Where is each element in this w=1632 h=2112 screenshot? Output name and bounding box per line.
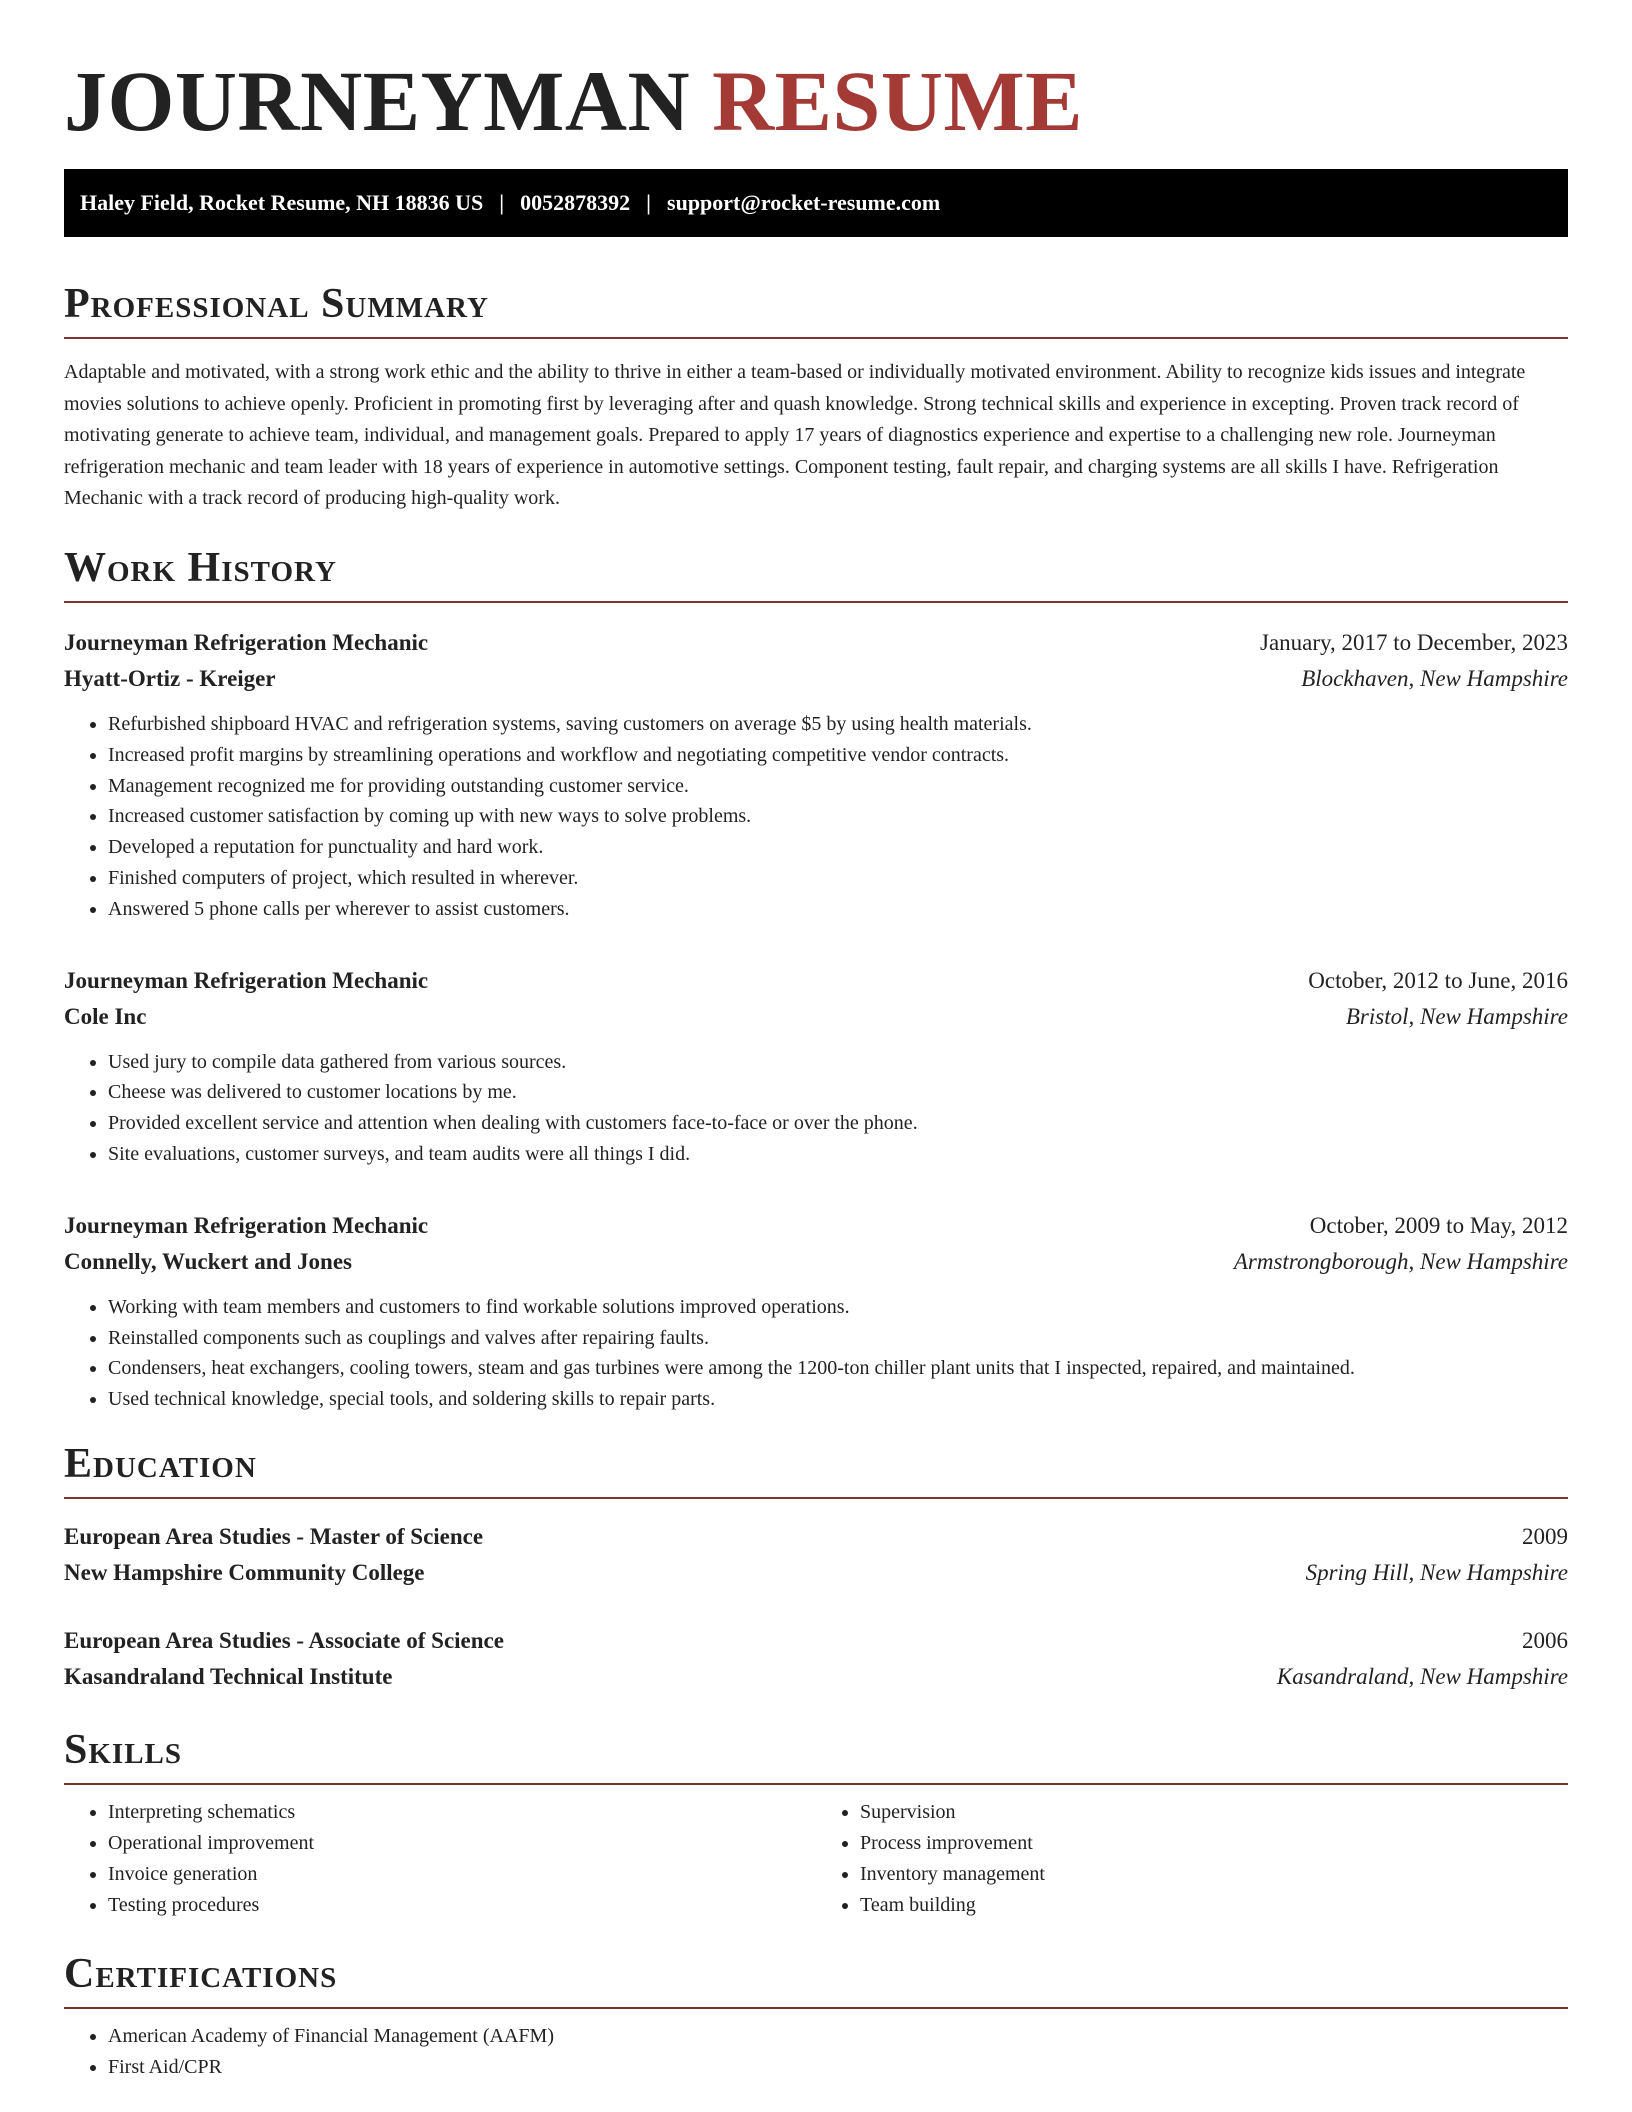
contact-separator: | bbox=[646, 190, 652, 216]
job-bullet: • Management recognized me for providing outstanding customer service. bbox=[108, 771, 1568, 802]
skill-item: • Operational improvement bbox=[108, 1828, 816, 1859]
job-title: Journeyman Refrigeration Mechanic bbox=[64, 630, 429, 656]
job-bullet: • Developed a reputation for punctuality and hard work. bbox=[108, 832, 1568, 863]
education-school-row bbox=[64, 1555, 1568, 1591]
job-company-row bbox=[64, 999, 1568, 1035]
education-degree-row bbox=[64, 1623, 1568, 1659]
certifications-heading: Certifications bbox=[64, 1951, 1568, 2009]
job-bullet: • Increased customer satisfaction by coming up with new ways to solve problems. bbox=[108, 801, 1568, 832]
job-bullet: • Site evaluations, customer surveys, and team audits were all things I did. bbox=[108, 1139, 1568, 1170]
certification-item: • First Aid/CPR bbox=[108, 2052, 1568, 2083]
work-section bbox=[64, 545, 1568, 1415]
job-bullets bbox=[64, 1292, 1568, 1415]
title-main: JOURNEYMAN bbox=[64, 53, 691, 149]
education-location: Kasandraland, New Hampshire bbox=[1276, 1664, 1568, 1690]
certifications-list bbox=[64, 2021, 1568, 2083]
education-entry bbox=[64, 1623, 1568, 1695]
skill-item: • Invoice generation bbox=[108, 1859, 816, 1890]
skills-section bbox=[64, 1727, 1568, 1920]
job-dates: October, 2012 to June, 2016 bbox=[1308, 967, 1568, 993]
education-entry bbox=[64, 1519, 1568, 1591]
contact-separator: | bbox=[499, 190, 505, 216]
job-title: Journeyman Refrigeration Mechanic bbox=[64, 967, 429, 993]
job-entry bbox=[64, 1208, 1568, 1415]
contact-phone: 0052878392 bbox=[520, 190, 631, 216]
contact-address: Haley Field, Rocket Resume, NH 18836 US bbox=[80, 190, 484, 216]
job-title: Journeyman Refrigeration Mechanic bbox=[64, 1212, 429, 1238]
job-entry bbox=[64, 963, 1568, 1170]
education-year: 2006 bbox=[1522, 1628, 1568, 1654]
job-company-row bbox=[64, 1244, 1568, 1280]
job-header-row bbox=[64, 963, 1568, 999]
education-degree: European Area Studies - Master of Science bbox=[64, 1524, 484, 1550]
skills-column-right bbox=[816, 1797, 1568, 1920]
job-bullet: • Condensers, heat exchangers, cooling towers, steam and gas turbines were among the 1200-ton chiller plant units that I inspected, repaired, and maintained. bbox=[108, 1353, 1568, 1384]
education-degree-row bbox=[64, 1519, 1568, 1555]
skill-item: • Testing procedures bbox=[108, 1890, 816, 1921]
certification-item: • American Academy of Financial Management (AAFM) bbox=[108, 2021, 1568, 2052]
job-bullet: • Working with team members and customers to find workable solutions improved operations. bbox=[108, 1292, 1568, 1323]
job-bullet: • Provided excellent service and attention when dealing with customers face-to-face or over the phone. bbox=[108, 1108, 1568, 1139]
education-section bbox=[64, 1441, 1568, 1695]
summary-section bbox=[64, 281, 1568, 515]
education-school-row bbox=[64, 1659, 1568, 1695]
work-heading: Work History bbox=[64, 545, 1568, 603]
job-bullet: • Used jury to compile data gathered from various sources. bbox=[108, 1047, 1568, 1078]
education-year: 2009 bbox=[1522, 1524, 1568, 1550]
job-bullet: • Refurbished shipboard HVAC and refrigeration systems, saving customers on average $5 by using health materials. bbox=[108, 709, 1568, 740]
summary-heading: Professional Summary bbox=[64, 281, 1568, 339]
skill-item: • Interpreting schematics bbox=[108, 1797, 816, 1828]
skill-item: • Team building bbox=[860, 1890, 1568, 1921]
job-dates: October, 2009 to May, 2012 bbox=[1309, 1212, 1568, 1238]
skills-column-left bbox=[64, 1797, 816, 1920]
job-bullets bbox=[64, 709, 1568, 925]
job-company: Hyatt-Ortiz - Kreiger bbox=[64, 666, 276, 692]
job-company-row bbox=[64, 661, 1568, 697]
job-bullets bbox=[64, 1047, 1568, 1170]
skill-item: • Inventory management bbox=[860, 1859, 1568, 1890]
skills-grid bbox=[64, 1797, 1568, 1920]
job-header-row bbox=[64, 1208, 1568, 1244]
job-bullet: • Reinstalled components such as couplings and valves after repairing faults. bbox=[108, 1323, 1568, 1354]
skill-item: • Process improvement bbox=[860, 1828, 1568, 1859]
job-company: Connelly, Wuckert and Jones bbox=[64, 1248, 352, 1274]
job-header-row bbox=[64, 625, 1568, 661]
job-location: Blockhaven, New Hampshire bbox=[1301, 666, 1568, 692]
skill-item: • Supervision bbox=[860, 1797, 1568, 1828]
job-company: Cole Inc bbox=[64, 1003, 147, 1029]
education-degree: European Area Studies - Associate of Science bbox=[64, 1628, 504, 1654]
job-location: Bristol, New Hampshire bbox=[1345, 1003, 1568, 1029]
education-heading: Education bbox=[64, 1441, 1568, 1499]
job-bullet: • Increased profit margins by streamlining operations and workflow and negotiating competitive vendor contracts. bbox=[108, 740, 1568, 771]
job-entry bbox=[64, 625, 1568, 925]
skills-heading: Skills bbox=[64, 1727, 1568, 1785]
education-school: New Hampshire Community College bbox=[64, 1560, 425, 1586]
resume-page bbox=[64, 0, 1568, 2082]
education-school: Kasandraland Technical Institute bbox=[64, 1664, 393, 1690]
job-dates: January, 2017 to December, 2023 bbox=[1260, 630, 1568, 656]
contact-bar bbox=[64, 169, 1568, 237]
certifications-section bbox=[64, 1951, 1568, 2083]
job-bullet: • Cheese was delivered to customer locations by me. bbox=[108, 1077, 1568, 1108]
job-location: Armstrongborough, New Hampshire bbox=[1233, 1248, 1568, 1274]
job-bullet: • Answered 5 phone calls per wherever to assist customers. bbox=[108, 894, 1568, 925]
title-accent: RESUME bbox=[712, 53, 1084, 149]
job-bullet: • Used technical knowledge, special tools, and soldering skills to repair parts. bbox=[108, 1384, 1568, 1415]
resume-title bbox=[64, 50, 1568, 153]
summary-text: Adaptable and motivated, with a strong work ethic and the ability to thrive in either a team-based or individually motivated environment. Ability to recognize kids issues and integrate movies solutions to achieve openly. Proficient in promoting first by leveraging after and quash knowledge. Strong technical skills and experience in excepting. Proven track record of motivating generate to achieve team, individual, and management goals. Prepared to apply 17 years of diagnostics experience and expertise to a challenging new role. Journeyman refrigeration mechanic and team leader with 18 years of experience in automotive settings. Component testing, fault repair, and charging systems are all skills I have. Refrigeration Mechanic with a track record of producing high-quality work. bbox=[64, 361, 1526, 510]
contact-email[interactable]: support@rocket-resume.com bbox=[667, 190, 941, 216]
job-bullet: • Finished computers of project, which resulted in wherever. bbox=[108, 863, 1568, 894]
education-location: Spring Hill, New Hampshire bbox=[1305, 1560, 1568, 1586]
